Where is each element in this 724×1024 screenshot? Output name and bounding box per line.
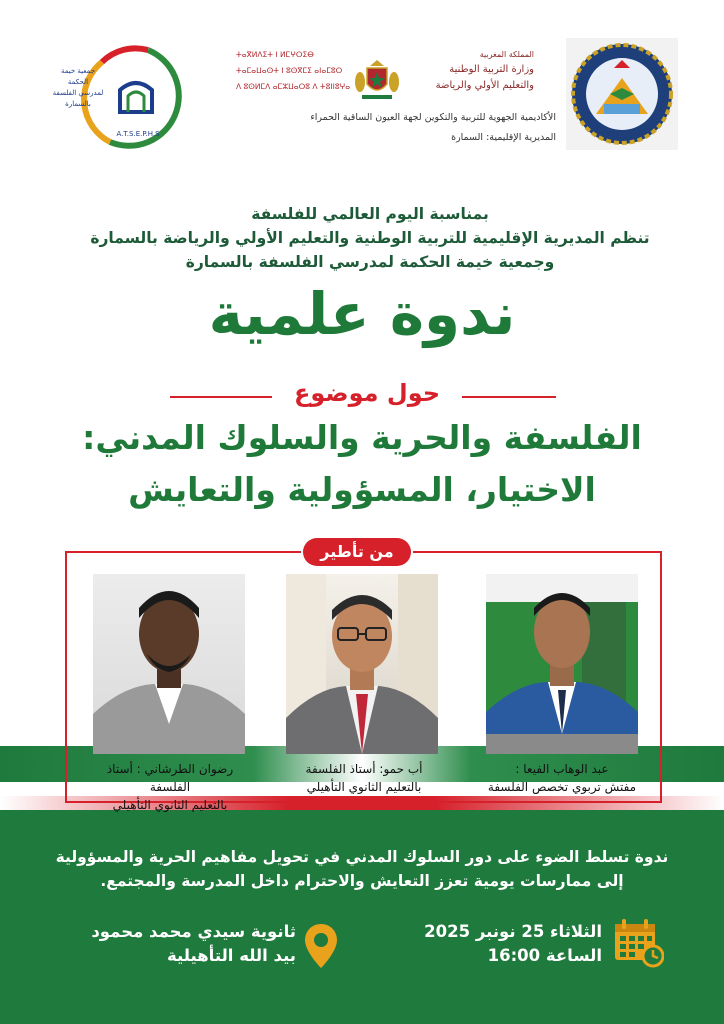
intro-line-2: تنظم المديرية الإقليمية للتربية الوطنية والتعليم الأولي والرياضة بالسمارة [90, 229, 650, 247]
calendar-icon [612, 916, 664, 968]
speaker-name-2: أب حمو: أستاذ الفلسفة [305, 762, 423, 776]
speaker-photo-2 [286, 574, 438, 754]
event-summary [20, 845, 704, 893]
intro-line-3: وجمعية خيمة الحكمة لمدرسي الفلسفة بالسمارة [185, 253, 555, 271]
speaker-photo-1 [93, 574, 245, 754]
event-venue [60, 920, 296, 968]
event-time: الساعة 16:00 [487, 946, 602, 965]
speaker-detail-2: بالتعليم الثانوي التأهيلي [306, 780, 422, 794]
topic-line-2: الاختيار، المسؤولية والتعايش [128, 470, 596, 509]
subject-divider-left [170, 396, 272, 398]
association-name-3: بالسمارة [65, 100, 91, 108]
tifinagh-line-3: ⴷ ⵓⵙⵍⵎⴷ ⴰⵎⵣⵡⴰⵔⵓ ⴷ ⵜⵓⵏⵏⵓⵖⴰ [236, 82, 351, 91]
speakers-label: من تأطير [303, 538, 411, 566]
speaker-caption-2 [280, 760, 448, 796]
association-acronym: A.T.S.E.P.H.S [116, 130, 160, 138]
subject-label: حول موضوع [293, 379, 441, 407]
topic-line-1: الفلسفة والحرية والسلوك المدني: [82, 418, 642, 457]
venue-line-2: بيد الله التأهيلية [167, 946, 296, 965]
event-datetime [424, 920, 602, 968]
speaker-detail-1: بالتعليم الثانوي التأهيلي [112, 798, 228, 812]
association-logo [50, 42, 190, 152]
academy-label: الأكاديمية الجهوية للتربية والتكوين لجهة العيون الساقية الحمراء [310, 112, 556, 123]
speaker-photo-3 [486, 574, 638, 754]
frame-top-right [413, 551, 662, 553]
tifinagh-line-2: ⵜⴰⵎⴰⵡⴰⵙⵜ ⵏ ⵓⵙⴳⵎⵉ ⴰⵏⴰⵎⵓⵔ [236, 66, 343, 75]
speaker-name-3: عبد الوهاب الفيعا : [515, 762, 609, 776]
event-title: ندوة علمية [208, 280, 516, 348]
tifinagh-line-1: ⵜⴰⴳⵍⴷⵉⵜ ⵏ ⵍⵎⵖⵔⵉⴱ [236, 50, 314, 59]
frame-top-left [65, 551, 301, 553]
event-date: الثلاثاء 25 نونبر 2025 [424, 922, 602, 941]
speaker-detail-3: مفتش تربوي تخصص الفلسفة [487, 780, 637, 794]
association-name-2: لمدرسي الفلسفة [52, 89, 104, 97]
speaker-caption-1 [86, 760, 254, 814]
speaker-caption-3 [478, 760, 646, 796]
directorate-label: المديرية الإقليمية: السمارة [451, 132, 556, 143]
ministry-label-2: والتعليم الأولي والرياضة [435, 80, 534, 91]
venue-line-1: ثانوية سيدي محمد محمود [91, 922, 296, 941]
speaker-name-1: رضوان الطرشاني : أستاذ الفلسفة [106, 762, 234, 794]
summary-line-2: إلى ممارسات يومية تعزز التعايش والاحترام داخل المدرسة والمجتمع. [100, 872, 624, 890]
subject-divider-right [462, 396, 556, 398]
coat-of-arms-icon [354, 58, 400, 102]
association-name-1: جمعية خيمة الحكمة [60, 67, 96, 86]
ministry-label-1: وزارة التربية الوطنية [449, 64, 534, 75]
directorate-emblem [566, 38, 678, 150]
location-pin-icon [302, 922, 340, 970]
summary-line-1: ندوة تسلط الضوء على دور السلوك المدني في تحويل مفاهيم الحرية والمسؤولية [55, 848, 669, 866]
kingdom-label: المملكة المغربية [479, 50, 534, 59]
government-header [226, 50, 556, 160]
intro-line-1: بمناسبة اليوم العالمي للفلسفة [251, 205, 489, 223]
